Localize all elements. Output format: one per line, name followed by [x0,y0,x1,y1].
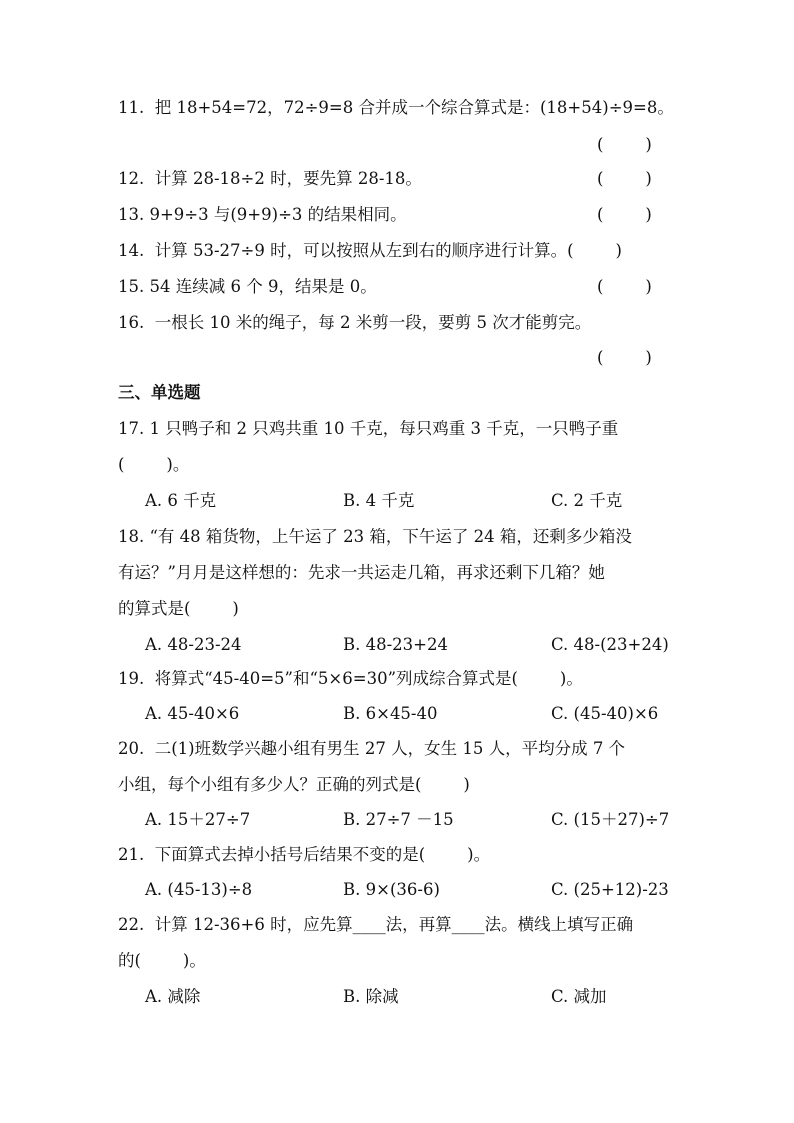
q17-option-c[interactable]: C. 2 千克 [551,491,623,510]
q20-option-a[interactable]: A. 15＋27÷7 [145,810,251,829]
answer-paren-16[interactable]: ( ) [597,348,652,367]
q22-option-b[interactable]: B. 除减 [343,987,399,1006]
question-18-line-2: 有运？”月月是这样想的：先求一共运走几箱，再求还剩下几箱？她 [118,563,605,582]
q21-option-b[interactable]: B. 9×(36-6) [343,880,440,899]
q17-option-b[interactable]: B. 4 千克 [343,491,415,510]
question-13-text: 13. 9+9÷3 与(9+9)÷3 的结果相同。 [118,205,407,224]
question-19-text: 19. 将算式“45-40=5”和“5×6=30”列成综合算式是( )。 [118,669,583,688]
q19-option-c[interactable]: C. (45-40)×6 [551,704,659,723]
question-14-text: 14. 计算 53-27÷9 时，可以按照从左到右的顺序进行计算。( ) [118,241,622,260]
question-22-line-2: 的( )。 [118,951,206,970]
answer-paren-15[interactable]: ( ) [597,277,652,296]
q21-option-c[interactable]: C. (25+12)-23 [551,880,669,899]
q17-option-a[interactable]: A. 6 千克 [145,491,217,510]
question-21-text: 21. 下面算式去掉小括号后结果不变的是( )。 [118,845,491,864]
question-18-line-3: 的算式是( ) [118,599,239,618]
question-20-line-2: 小组，每个小组有多少人？正确的列式是( ) [118,775,470,794]
q22-option-a[interactable]: A. 减除 [145,987,201,1006]
q19-option-b[interactable]: B. 6×45-40 [343,704,438,723]
q22-option-c[interactable]: C. 减加 [551,987,607,1006]
section-title: 三、单选题 [118,383,201,402]
q19-option-a[interactable]: A. 45-40×6 [145,704,240,723]
question-20-line-1: 20. 二(1)班数学兴趣小组有男生 27 人，女生 15 人，平均分成 7 个 [118,739,626,758]
question-12-text: 12. 计算 28-18÷2 时，要先算 28-18。 [118,169,422,188]
q18-option-a[interactable]: A. 48-23-24 [145,635,242,654]
question-16-text: 16. 一根长 10 米的绳子，每 2 米剪一段，要剪 5 次才能剪完。 [118,313,592,332]
answer-paren-11[interactable]: ( ) [597,135,652,154]
question-11-text: 11. 把 18+54=72，72÷9=8 合并成一个综合算式是：(18+54)÷9=8。 [118,98,674,117]
q20-option-c[interactable]: C. (15＋27)÷7 [551,810,670,829]
question-22-line-1: 22. 计算 12-36+6 时，应先算____法，再算____法。横线上填写正确 [118,915,634,934]
q18-option-b[interactable]: B. 48-23+24 [343,635,449,654]
answer-paren-12[interactable]: ( ) [597,169,652,188]
question-17-line-1: 17. 1 只鸭子和 2 只鸡共重 10 千克，每只鸡重 3 千克，一只鸭子重 [118,419,619,438]
question-17-line-2: ( )。 [118,455,190,474]
q18-option-c[interactable]: C. 48-(23+24) [551,635,669,654]
q20-option-b[interactable]: B. 27÷7 －15 [343,810,454,829]
question-15-text: 15. 54 连续减 6 个 9，结果是 0。 [118,277,377,296]
q21-option-a[interactable]: A. (45-13)÷8 [145,880,253,899]
question-18-line-1: 18. “有 48 箱货物，上午运了 23 箱，下午运了 24 箱，还剩多少箱没 [118,527,632,546]
answer-paren-13[interactable]: ( ) [597,205,652,224]
